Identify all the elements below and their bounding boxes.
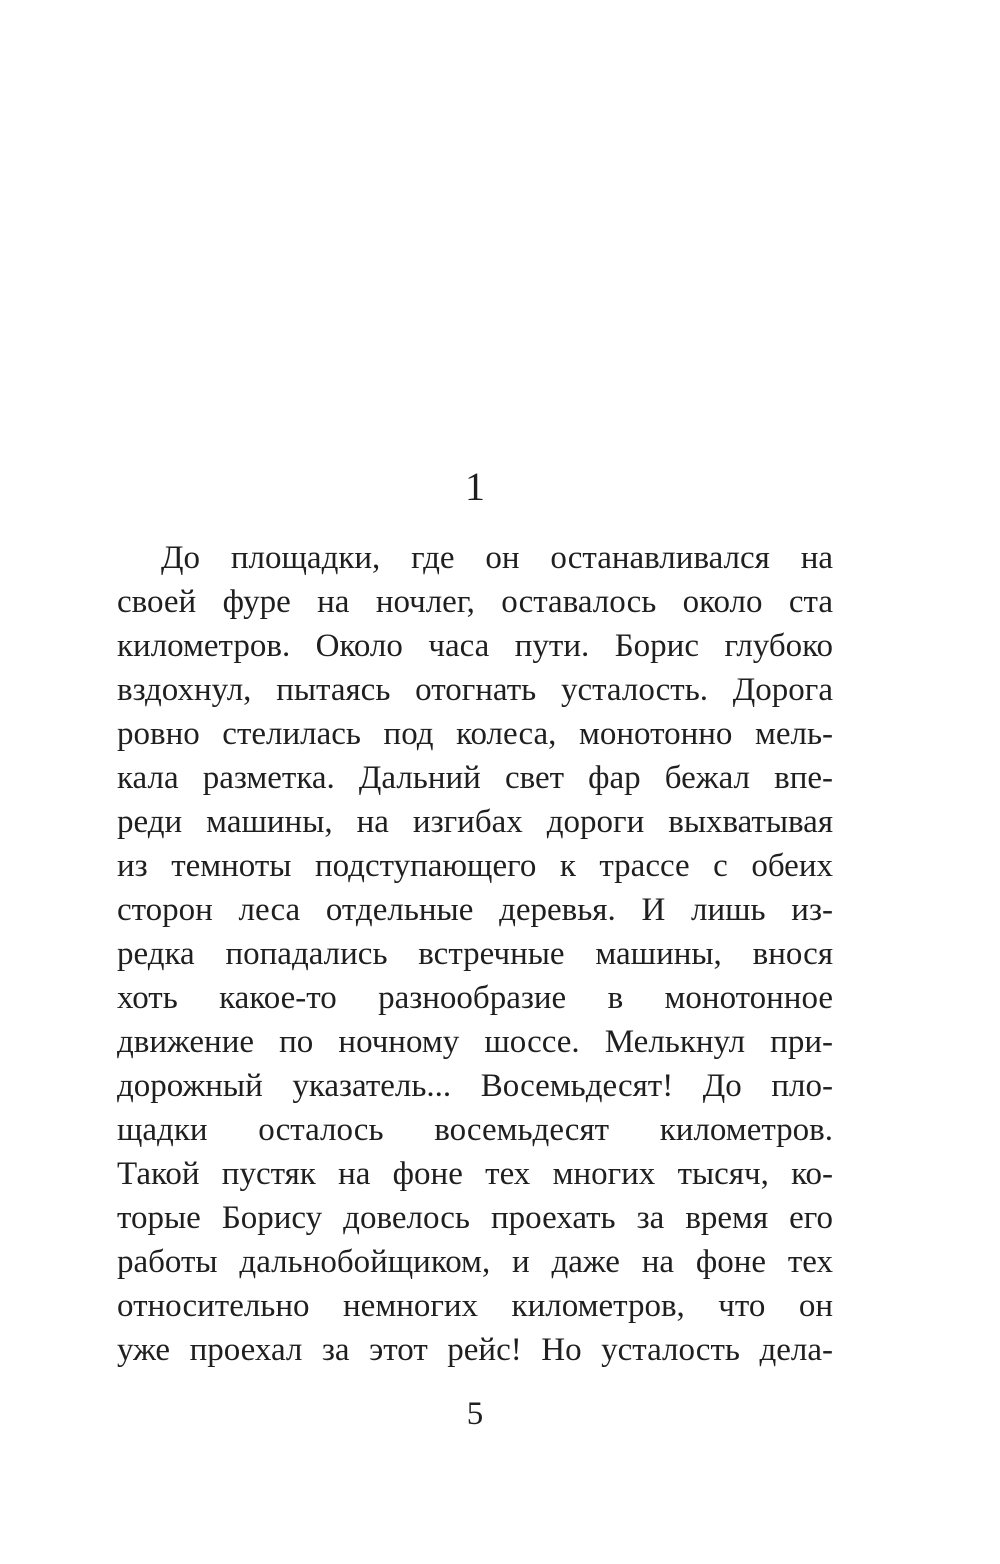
text-line: щадки осталось восемьдесят километров.: [117, 1112, 833, 1148]
text-line: Такой пустяк на фоне тех многих тысяч, ко-: [117, 1156, 833, 1192]
text-line: работы дальнобойщиком, и даже на фоне тех: [117, 1244, 833, 1280]
text-line: ровно стелилась под колеса, монотонно мель-: [117, 716, 833, 752]
text-line: дорожный указатель... Восемьдесят! До пло-: [117, 1068, 833, 1104]
text-line: относительно немногих километров, что он: [117, 1288, 833, 1324]
body-text: [117, 536, 833, 1372]
page-number: 5: [466, 1396, 484, 1432]
text-line: сторон леса отдельные деревья. И лишь из-: [117, 892, 833, 928]
text-line: редка попадались встречные машины, внося: [117, 936, 833, 972]
chapter-number: 1: [465, 464, 485, 509]
text-line: вздохнул, пытаясь отогнать усталость. Дорога: [117, 672, 833, 708]
text-line: хоть какое-то разнообразие в монотонное: [117, 980, 833, 1016]
text-line: торые Борису довелось проехать за время его: [117, 1200, 833, 1236]
text-line: кала разметка. Дальний свет фар бежал впе-: [117, 760, 833, 796]
text-line: До площадки, где он останавливался на: [161, 540, 833, 576]
text-line: своей фуре на ночлег, оставалось около ста: [117, 584, 833, 620]
text-line: движение по ночному шоссе. Мелькнул при-: [117, 1024, 833, 1060]
text-line: из темноты подступающего к трассе с обеих: [117, 848, 833, 884]
text-line: километров. Около часа пути. Борис глубоко: [117, 628, 833, 664]
text-line: реди машины, на изгибах дороги выхватывая: [117, 804, 833, 840]
text-line: уже проехал за этот рейс! Но усталость дела-: [117, 1332, 833, 1368]
